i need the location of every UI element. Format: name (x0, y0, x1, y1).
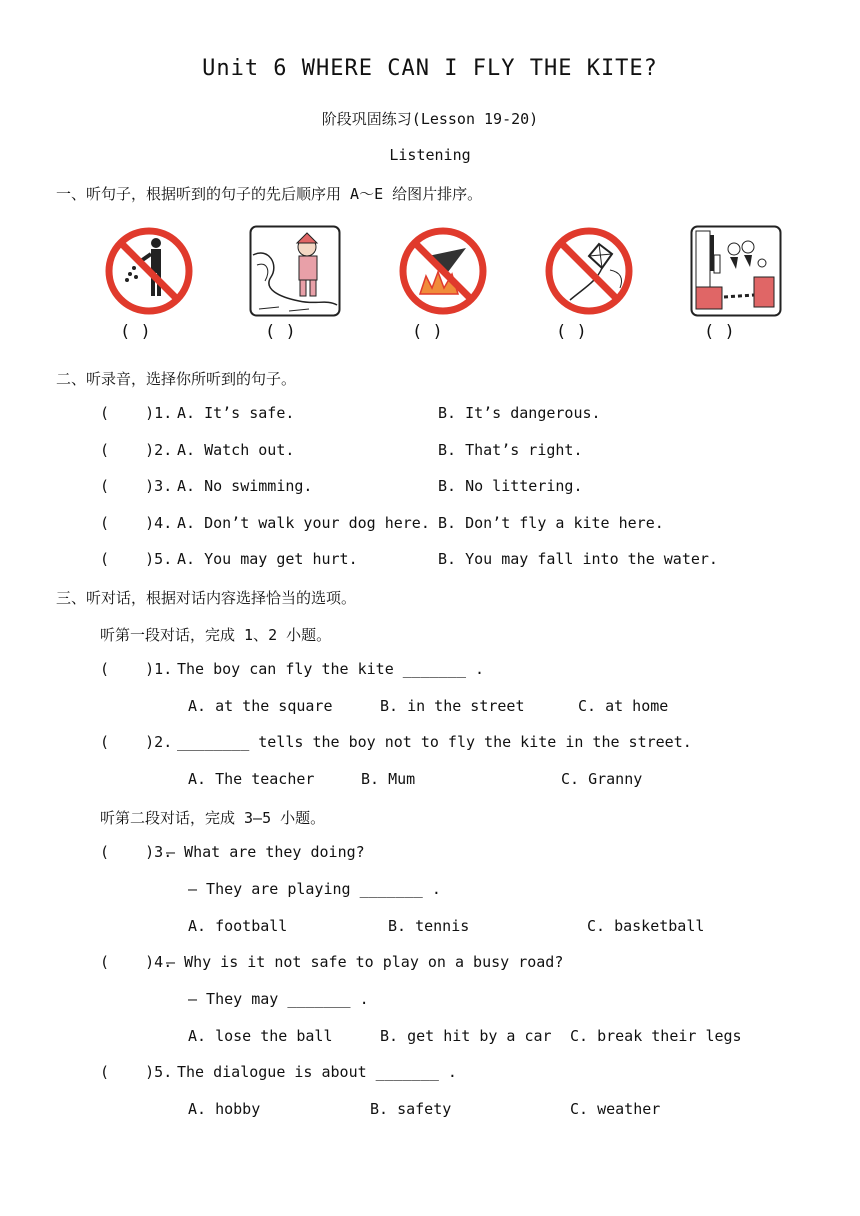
no-littering-sign-icon (104, 226, 194, 316)
question-number[interactable]: ( )3. (100, 843, 173, 861)
answer-blank[interactable]: ( ) (704, 322, 735, 342)
section-1-heading: 一、听句子，根据听到的句子的先后顺序用 A～E 给图片排序。 (56, 185, 483, 203)
question-text: — Why is it not safe to play on a busy road? (166, 953, 564, 971)
answer-blank[interactable]: ( ) (120, 322, 151, 342)
option-c: C. break their legs (570, 1027, 742, 1045)
answer-blank[interactable]: ( ) (412, 322, 443, 342)
question-text: The boy can fly the kite _______ . (177, 660, 485, 678)
option-b: B. You may fall into the water. (438, 550, 718, 568)
option-a: A. Don’t walk your dog here. (177, 514, 430, 532)
option-b: B. tennis (388, 917, 470, 935)
option-b: B. No littering. (438, 477, 583, 495)
option-b: B. safety (370, 1100, 452, 1118)
option-b: B. Don’t fly a kite here. (438, 514, 664, 532)
answer-blank[interactable]: ( ) (556, 322, 587, 342)
question-text: — What are they doing? (166, 843, 365, 861)
option-b: B. in the street (380, 697, 525, 715)
option-c: C. weather (570, 1100, 661, 1118)
question-number[interactable]: ( )5. (100, 1063, 173, 1081)
question-number[interactable]: ( )5. (100, 550, 173, 568)
question-answer-line: — They are playing _______ . (188, 880, 441, 898)
no-kite-flying-sign-icon (544, 226, 634, 316)
street-scene-icon (690, 225, 782, 317)
listening-label: Listening (389, 146, 471, 164)
question-number[interactable]: ( )3. (100, 477, 173, 495)
question-text: The dialogue is about _______ . (177, 1063, 457, 1081)
answer-blank[interactable]: ( ) (265, 322, 296, 342)
option-c: C. Granny (561, 770, 643, 788)
question-number[interactable]: ( )1. (100, 660, 173, 678)
boy-by-river-icon (249, 225, 341, 317)
part-2-instruction: 听第二段对话，完成 3—5 小题。 (100, 809, 326, 827)
option-a: A. It’s safe. (177, 404, 295, 422)
question-answer-line: — They may _______ . (188, 990, 369, 1008)
option-a: A. The teacher (188, 770, 315, 788)
no-fire-sign-icon (398, 226, 488, 316)
option-b: B. It’s dangerous. (438, 404, 601, 422)
option-a: A. Watch out. (177, 441, 295, 459)
option-a: A. You may get hurt. (177, 550, 358, 568)
section-2-heading: 二、听录音，选择你所听到的句子。 (56, 370, 297, 388)
question-number[interactable]: ( )1. (100, 404, 173, 422)
option-c: C. basketball (587, 917, 705, 935)
section-3-heading: 三、听对话，根据对话内容选择恰当的选项。 (56, 589, 357, 607)
question-number[interactable]: ( )4. (100, 514, 173, 532)
option-a: A. football (188, 917, 288, 935)
option-b: B. get hit by a car (380, 1027, 552, 1045)
part-1-instruction: 听第一段对话，完成 1、2 小题。 (100, 626, 332, 644)
option-b: B. Mum (361, 770, 416, 788)
question-number[interactable]: ( )2. (100, 441, 173, 459)
page-subtitle: 阶段巩固练习(Lesson 19-20) (321, 110, 539, 128)
page-title: Unit 6 WHERE CAN I FLY THE KITE? (202, 56, 658, 81)
question-number[interactable]: ( )4. (100, 953, 173, 971)
option-a: A. hobby (188, 1100, 261, 1118)
question-number[interactable]: ( )2. (100, 733, 173, 751)
option-a: A. at the square (188, 697, 333, 715)
option-c: C. at home (578, 697, 669, 715)
option-a: A. No swimming. (177, 477, 313, 495)
question-text: ________ tells the boy not to fly the kite in the street. (177, 733, 692, 751)
option-a: A. lose the ball (188, 1027, 333, 1045)
option-b: B. That’s right. (438, 441, 583, 459)
